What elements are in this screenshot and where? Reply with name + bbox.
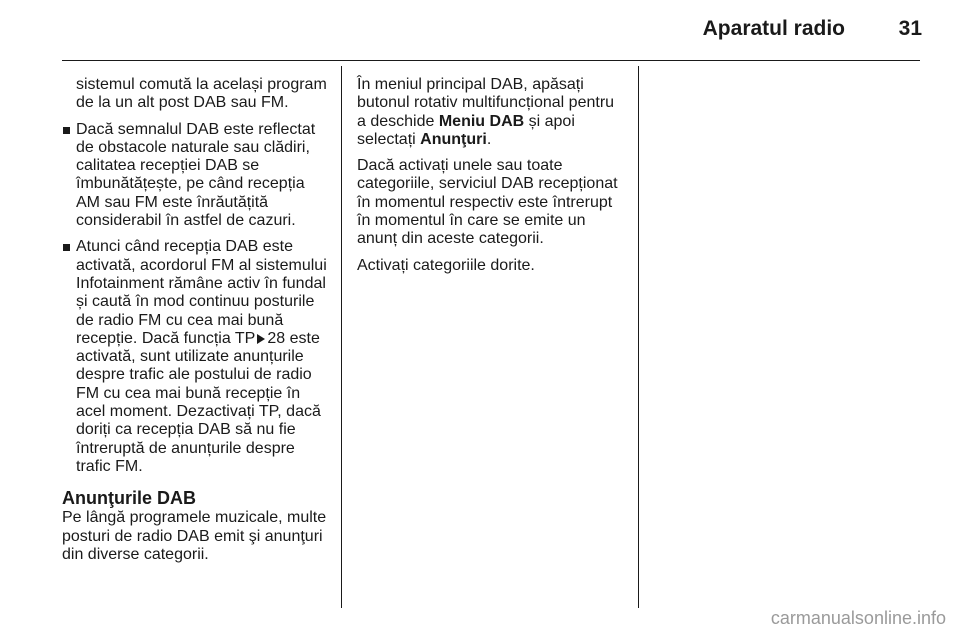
categories-paragraph: Dacă activați unele sau toate categoriile, serviciul DAB recepționat în momentul respectiv este întrerupt în momentul în care se emite un anunț din aceste categorii.: [357, 157, 618, 248]
menu-label-anunturi: Anunţuri: [420, 130, 487, 148]
bullet-text: Atunci când recepția DAB este activată, acordorul FM al sistemului Infotainment rămâne activ în fundal și caută în mod continuu posturile de radio FM cu cea mai bună recepție. Dacă funcția TP: [76, 238, 327, 347]
left-column: [62, 76, 327, 572]
square-bullet-icon: [63, 127, 70, 134]
page-number: 31: [898, 17, 922, 40]
section-heading: Anunţurile DAB: [62, 488, 196, 509]
square-bullet-icon: [63, 244, 70, 251]
middle-column: [357, 76, 625, 283]
final-instruction: Activați categoriile dorite.: [357, 256, 535, 274]
watermark: carmanualsonline.info: [770, 608, 946, 628]
instruction-paragraph: [357, 76, 625, 149]
menu-label-meniu-dab: Meniu DAB: [438, 112, 525, 130]
bullet-text: Dacă semnalul DAB este reflectat de obstacole naturale sau clădiri, calitatea recepției DAB se îmbunătățește, pe când recepția AM sau FM este înrăutățită considerabil în astfel de cazuri.: [76, 120, 316, 230]
section-paragraph: Pe lângă programele muzicale, multe posturi de radio DAB emit şi anunţuri din diverse categorii.: [62, 509, 327, 563]
column-divider-right: [638, 66, 639, 608]
page-reference-link[interactable]: 28: [267, 329, 286, 347]
list-item: [62, 238, 327, 476]
instruction-text-end: .: [486, 130, 492, 148]
header-divider: [62, 60, 920, 61]
arrow-reference-icon: [257, 334, 265, 344]
continuation-paragraph: sistemul comută la același program de la un alt post DAB sau FM.: [76, 76, 327, 112]
list-item: [62, 121, 327, 231]
bullet-text-continued: este activată, sunt utilizate anunțurile despre trafic ale postului de radio FM cu cea mai bună recepție în acel moment. Dezactivați TP, dacă doriți ca recepția DAB să nu fie întreruptă de anunțurile despre trafic FM.: [76, 329, 321, 475]
page-header-title: Aparatul radio: [702, 17, 845, 40]
instruction-text: În meniul principal DAB, apăsați butonul rotativ multifuncțional pentru a deschide: [357, 76, 615, 130]
column-divider-left: [341, 66, 342, 608]
instruction-text-continued: și apoi selectați: [357, 112, 575, 148]
